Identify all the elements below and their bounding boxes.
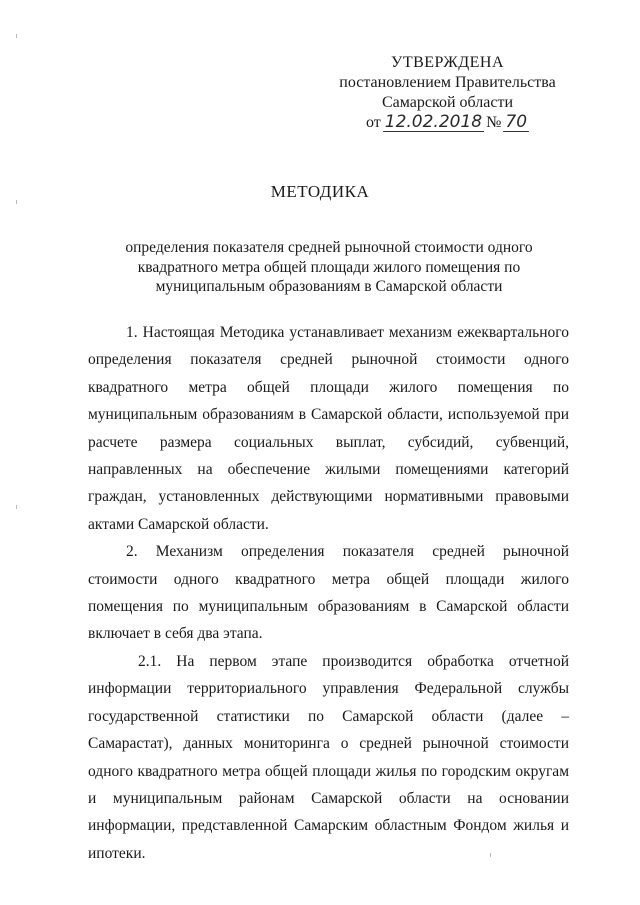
scan-mark — [16, 200, 17, 204]
handwritten-date: 12.02.2018 — [384, 112, 483, 132]
approval-dateline — [366, 113, 529, 133]
handwritten-number: 70 — [505, 112, 528, 132]
document-subtitle: определения показателя средней рыночной стоимости одного квадратного метра общей площади жилого помещения по муниципальным образованиям в Самарской области — [125, 239, 533, 295]
paragraph-2: 2. Механизм определения показателя средней рыночной стоимости одного квадратного метра общей площади жилого помещения по муниципальным образованиям в Самарской области включает в себя два этапа. — [88, 543, 569, 643]
scan-mark — [16, 34, 17, 38]
approval-title: УТВЕРЖДЕНА — [390, 54, 504, 71]
date-prefix: от — [365, 114, 381, 131]
document-body — [88, 319, 569, 867]
paragraph-1: 1. Настоящая Методика устанавливает механизм ежеквартального определения показателя средней рыночной стоимости одного квадратного метра общей площади жилого помещения по муниципальным образованиям в Самарской области, используемой при расчете размера социальных выплат, субсидий, субвенций, направленных на обеспечение жилыми помещениями категорий граждан, установленных действующими нормативными правовыми актами Самарской области. — [88, 324, 569, 533]
approval-line-2: Самарской области — [382, 94, 513, 111]
scan-mark — [490, 853, 491, 857]
approval-stamp — [330, 53, 565, 133]
paragraph-2-1: 2.1. На первом этапе производится обработка отчетной информации территориального управления Федеральной службы государственной статистики по Самарской области (далее – Самарастат), данных мониторинга о средней рыночной стоимости одного квадратного метра общей площади жилья по городским округам и муниципальным районам Самарской области на основании информации, представленной Самарским областным Фондом жилья и ипотеки. — [88, 652, 569, 862]
number-prefix: № — [486, 114, 502, 131]
document-title: МЕТОДИКА — [270, 182, 370, 201]
approval-line-1: постановлением Правительства — [339, 74, 556, 91]
scan-mark — [16, 505, 17, 509]
